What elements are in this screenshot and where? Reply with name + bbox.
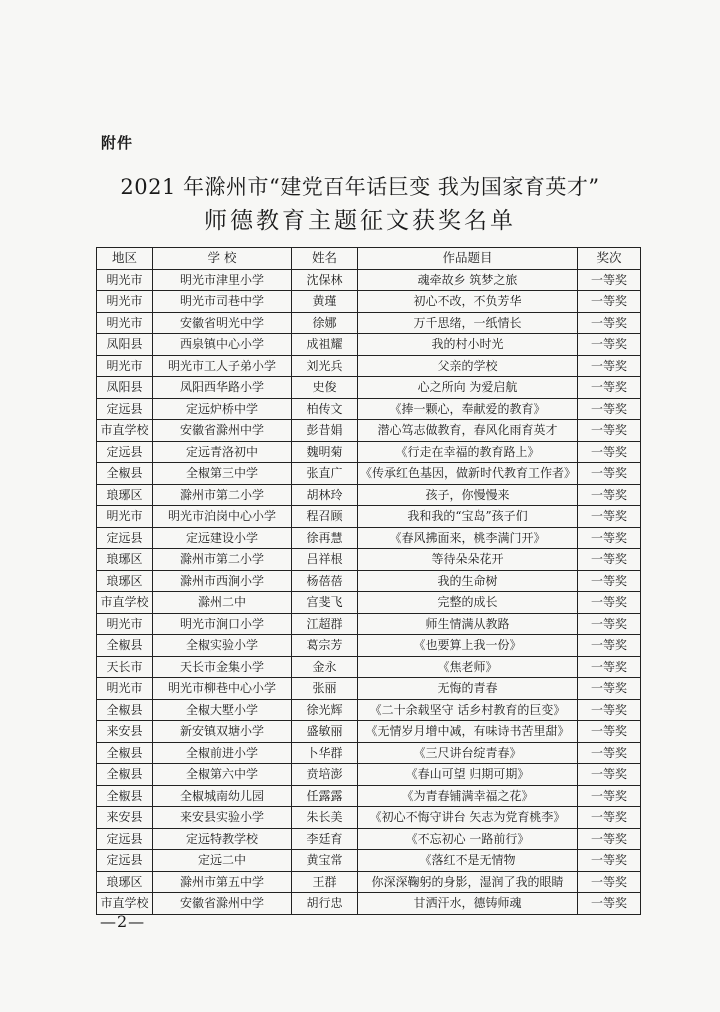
cell-award: 一等奖 [578,764,641,786]
cell-region: 市直学校 [97,893,153,915]
cell-region: 明光市 [97,613,153,635]
cell-school: 定远二中 [153,850,292,872]
cell-name: 黄宝常 [292,850,358,872]
cell-school: 滁州市第二小学 [153,484,292,506]
cell-school: 凤阳西华路小学 [153,377,292,399]
cell-region: 全椒县 [97,742,153,764]
cell-school: 明光市泊岗中心小学 [153,506,292,528]
cell-school: 天长市金集小学 [153,656,292,678]
table-row [97,398,641,420]
cell-region: 全椒县 [97,699,153,721]
cell-award: 一等奖 [578,355,641,377]
cell-school: 西泉镇中心小学 [153,334,292,356]
table-row [97,828,641,850]
table-row [97,764,641,786]
cell-region: 全椒县 [97,635,153,657]
cell-name: 程召顾 [292,506,358,528]
cell-name: 胡林玲 [292,484,358,506]
table-row [97,850,641,872]
table-row [97,570,641,592]
cell-region: 明光市 [97,678,153,700]
table-row [97,484,641,506]
cell-award: 一等奖 [578,398,641,420]
cell-region: 定远县 [97,850,153,872]
cell-award: 一等奖 [578,613,641,635]
cell-name: 刘光兵 [292,355,358,377]
cell-work-title: 《传承红色基因，做新时代教育工作者》 [358,463,578,485]
cell-region: 市直学校 [97,592,153,614]
cell-name: 任露露 [292,785,358,807]
cell-award: 一等奖 [578,656,641,678]
table-row [97,506,641,528]
cell-award: 一等奖 [578,850,641,872]
table-row [97,893,641,915]
cell-work-title: 《也要算上我一份》 [358,635,578,657]
cell-name: 江超群 [292,613,358,635]
cell-school: 全椒第三中学 [153,463,292,485]
cell-region: 明光市 [97,506,153,528]
cell-award: 一等奖 [578,871,641,893]
cell-school: 来安县实验小学 [153,807,292,829]
cell-school: 全椒实验小学 [153,635,292,657]
cell-work-title: 我和我的“宝岛”孩子们 [358,506,578,528]
cell-school: 安徽省滁州中学 [153,893,292,915]
cell-region: 明光市 [97,312,153,334]
cell-work-title: 《无情岁月增中减，有味诗书苦里甜》 [358,721,578,743]
table-row [97,871,641,893]
cell-work-title: 《为青春铺满幸福之花》 [358,785,578,807]
table-row [97,377,641,399]
cell-award: 一等奖 [578,312,641,334]
cell-award: 一等奖 [578,269,641,291]
cell-region: 定远县 [97,527,153,549]
cell-school: 全椒城南幼儿园 [153,785,292,807]
header-school: 学 校 [153,248,292,270]
cell-work-title: 你深深鞠躬的身影，湿润了我的眼睛 [358,871,578,893]
cell-work-title: 父亲的学校 [358,355,578,377]
cell-award: 一等奖 [578,291,641,313]
cell-award: 一等奖 [578,334,641,356]
cell-award: 一等奖 [578,506,641,528]
table-row [97,656,641,678]
table-row [97,549,641,571]
cell-region: 天长市 [97,656,153,678]
cell-school: 滁州市第五中学 [153,871,292,893]
cell-school: 全椒大墅小学 [153,699,292,721]
cell-region: 琅琊区 [97,549,153,571]
cell-name: 张丽 [292,678,358,700]
cell-work-title: 《行走在幸福的教育路上》 [358,441,578,463]
cell-award: 一等奖 [578,592,641,614]
table-row [97,355,641,377]
cell-region: 凤阳县 [97,334,153,356]
cell-region: 全椒县 [97,785,153,807]
cell-region: 明光市 [97,269,153,291]
cell-school: 明光市涧口小学 [153,613,292,635]
cell-award: 一等奖 [578,785,641,807]
table-row [97,742,641,764]
cell-award: 一等奖 [578,699,641,721]
award-table [96,247,641,915]
cell-name: 李廷育 [292,828,358,850]
cell-school: 全椒第六中学 [153,764,292,786]
cell-region: 定远县 [97,828,153,850]
cell-school: 滁州市第二小学 [153,549,292,571]
cell-school: 安徽省明光中学 [153,312,292,334]
cell-work-title: 我的村小时光 [358,334,578,356]
cell-region: 来安县 [97,721,153,743]
cell-work-title: 《春风拂面来，桃李满门开》 [358,527,578,549]
cell-work-title: 甘洒汗水，德铸师魂 [358,893,578,915]
cell-work-title: 《二十余载坚守 话乡村教育的巨变》 [358,699,578,721]
table-header-row [97,248,641,270]
table-row [97,699,641,721]
table-row [97,269,641,291]
attachment-label: 附件 [101,134,134,152]
cell-work-title: 初心不改，不负芳华 [358,291,578,313]
cell-work-title: 我的生命树 [358,570,578,592]
cell-school: 定远特教学校 [153,828,292,850]
cell-award: 一等奖 [578,463,641,485]
cell-name: 徐娜 [292,312,358,334]
award-table-body [97,269,641,914]
cell-name: 徐光辉 [292,699,358,721]
cell-work-title: 孩子，你慢慢来 [358,484,578,506]
table-row [97,678,641,700]
cell-region: 来安县 [97,807,153,829]
page-number: —2— [100,912,146,931]
cell-name: 吕祥根 [292,549,358,571]
cell-work-title: 万千思绪，一纸情长 [358,312,578,334]
cell-name: 金永 [292,656,358,678]
cell-school: 全椒前进小学 [153,742,292,764]
table-row [97,785,641,807]
table-row [97,635,641,657]
cell-name: 史俊 [292,377,358,399]
cell-award: 一等奖 [578,742,641,764]
cell-work-title: 心之所向 为爱启航 [358,377,578,399]
cell-name: 胡行忠 [292,893,358,915]
cell-school: 安徽省滁州中学 [153,420,292,442]
cell-region: 定远县 [97,398,153,420]
cell-region: 琅琊区 [97,484,153,506]
cell-name: 张直广 [292,463,358,485]
cell-name: 朱长美 [292,807,358,829]
cell-award: 一等奖 [578,484,641,506]
cell-award: 一等奖 [578,893,641,915]
cell-award: 一等奖 [578,807,641,829]
cell-school: 滁州二中 [153,592,292,614]
cell-name: 彭昔娟 [292,420,358,442]
header-award: 奖次 [578,248,641,270]
document-title-line2: 师德教育主题征文获奖名单 [204,208,516,234]
cell-award: 一等奖 [578,828,641,850]
cell-award: 一等奖 [578,420,641,442]
cell-name: 成祖耀 [292,334,358,356]
cell-name: 魏明菊 [292,441,358,463]
cell-work-title: 师生情满从教路 [358,613,578,635]
cell-name: 宫斐飞 [292,592,358,614]
cell-name: 卜华群 [292,742,358,764]
cell-region: 琅琊区 [97,871,153,893]
cell-region: 凤阳县 [97,377,153,399]
cell-award: 一等奖 [578,549,641,571]
cell-work-title: 魂牵故乡 筑梦之旅 [358,269,578,291]
table-row [97,463,641,485]
cell-award: 一等奖 [578,678,641,700]
table-row [97,613,641,635]
cell-school: 明光市司巷中学 [153,291,292,313]
cell-region: 全椒县 [97,463,153,485]
cell-school: 定远建设小学 [153,527,292,549]
table-row [97,312,641,334]
table-row [97,334,641,356]
cell-school: 明光市工人子弟小学 [153,355,292,377]
table-row [97,420,641,442]
cell-school: 新安镇双塘小学 [153,721,292,743]
cell-region: 全椒县 [97,764,153,786]
cell-name: 杨蓓蓓 [292,570,358,592]
cell-work-title: 《三尺讲台绽青春》 [358,742,578,764]
cell-work-title: 完整的成长 [358,592,578,614]
cell-school: 定远炉桥中学 [153,398,292,420]
cell-name: 贲培澎 [292,764,358,786]
cell-region: 琅琊区 [97,570,153,592]
cell-work-title: 《初心不悔守讲台 矢志为党育桃李》 [358,807,578,829]
cell-name: 黄瑾 [292,291,358,313]
table-row [97,807,641,829]
cell-work-title: 等待朵朵花开 [358,549,578,571]
table-row [97,592,641,614]
cell-work-title: 潜心笃志做教育，春风化雨育英才 [358,420,578,442]
cell-region: 市直学校 [97,420,153,442]
cell-award: 一等奖 [578,377,641,399]
cell-work-title: 无悔的青春 [358,678,578,700]
table-row [97,721,641,743]
header-region: 地区 [97,248,153,270]
cell-work-title: 《春山可望 归期可期》 [358,764,578,786]
cell-name: 柏传文 [292,398,358,420]
header-work-title: 作品题目 [358,248,578,270]
cell-award: 一等奖 [578,721,641,743]
cell-name: 王群 [292,871,358,893]
cell-name: 葛宗芳 [292,635,358,657]
cell-region: 定远县 [97,441,153,463]
cell-name: 盛敏丽 [292,721,358,743]
document-title-line1: 2021 年滁州市“建党百年话巨变 我为国家育英才” [120,175,600,199]
cell-award: 一等奖 [578,570,641,592]
table-row [97,441,641,463]
cell-award: 一等奖 [578,441,641,463]
cell-work-title: 《捧一颗心，奉献爱的教育》 [358,398,578,420]
cell-work-title: 《落红不是无情物 [358,850,578,872]
cell-school: 滁州市西涧小学 [153,570,292,592]
cell-school: 明光市津里小学 [153,269,292,291]
header-name: 姓名 [292,248,358,270]
cell-school: 定远青洛初中 [153,441,292,463]
cell-work-title: 《不忘初心 一路前行》 [358,828,578,850]
cell-name: 沈保林 [292,269,358,291]
cell-name: 徐再慧 [292,527,358,549]
cell-award: 一等奖 [578,527,641,549]
cell-award: 一等奖 [578,635,641,657]
table-row [97,291,641,313]
cell-work-title: 《焦老师》 [358,656,578,678]
cell-region: 明光市 [97,291,153,313]
table-row [97,527,641,549]
cell-region: 明光市 [97,355,153,377]
cell-school: 明光市柳巷中心小学 [153,678,292,700]
